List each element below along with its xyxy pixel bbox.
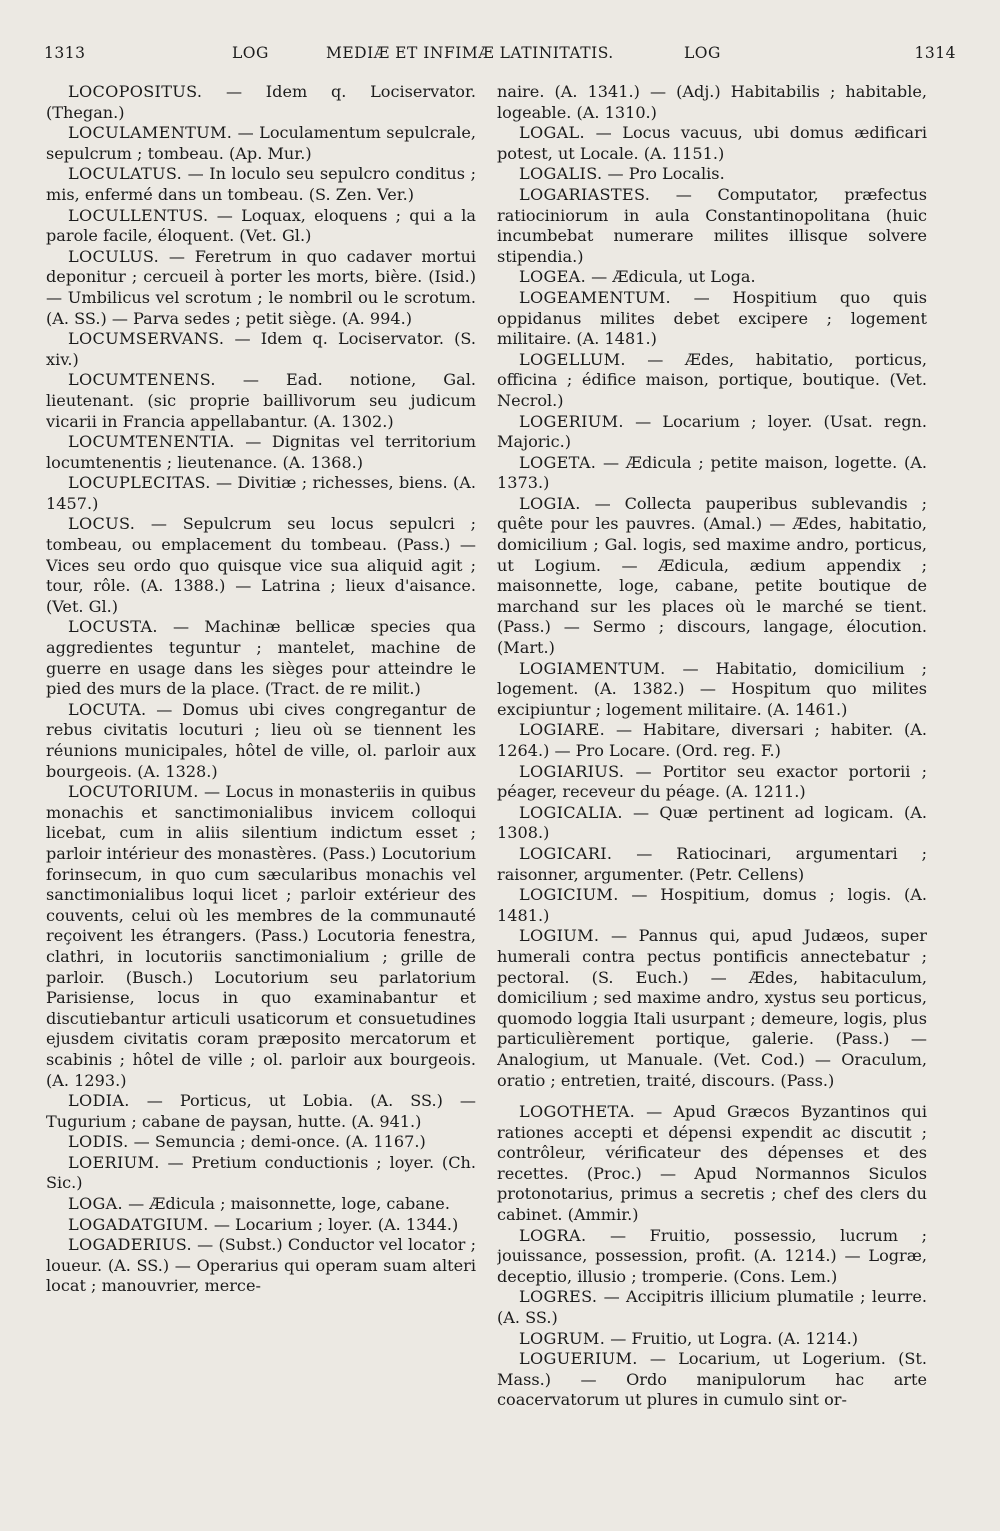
- entry-headword: LOCULLENTUS.: [68, 205, 209, 225]
- entry-definition: — Hospitium quo quis oppidanus milites debet excipere ; logement militaire. (A. 1481.): [497, 287, 927, 349]
- entry-definition: — Locarium ; loyer. (A. 1344.): [208, 1214, 459, 1234]
- entry-definition: — Loculamentum sepulcrale, sepulcrum ; tombeau. (Ap. Mur.): [46, 123, 476, 163]
- entry-headword: LOGICALIA.: [519, 802, 623, 822]
- dictionary-entry: [46, 1153, 476, 1194]
- entry-headword: LOGAL.: [519, 123, 585, 143]
- entry-definition: — (Subst.) Conductor vel locator ; loueur. (A. SS.) — Operarius qui operam suam alteri locat ; manouvrier, merce-: [46, 1235, 476, 1296]
- left-column: [46, 82, 476, 1522]
- dictionary-entry: [46, 432, 476, 473]
- entry-headword: LOGIAMENTUM.: [519, 658, 666, 678]
- entry-definition: — Locus in monasteriis in quibus monachis et sanctimonialibus invicem colloqui licebat, cum in aliis silentium indictum esset ; parloir intérieur des monastères. (Pass.) Locutorium forinsecum, in quo cum sæcularibus monachis vel sanctimonialibus loqui licet ; parloir extérieur des couvents, celui où les membres de la communauté reçoivent les étrangers. (Pass.) Locutoria fenestra, clathri, in locutoriis sanctimonialium ; grille de parloir. (Busch.) Locutorium seu parlatorium Parisiense, locus in quo examinabantur et discutiebantur articuli usaticorum et consuetudines ejusdem civitatis coram præposito mercatorum et scabinis ; hôtel de ville ; ol. parloir aux bourgeois. (A. 1293.): [46, 782, 476, 1090]
- dictionary-entry: [497, 123, 927, 164]
- dictionary-entry: [497, 1329, 927, 1350]
- entry-definition: — Porticus, ut Lobia. (A. SS.) — Tugurium ; cabane de paysan, hutte. (A. 941.): [46, 1091, 476, 1131]
- entry-definition: — Habitare, diversari ; habiter. (A. 1264.) — Pro Locare. (Ord. reg. F.): [497, 720, 927, 760]
- entry-headword: LOGALIS.: [519, 164, 603, 184]
- guide-word-left: LOG: [232, 44, 269, 62]
- entry-definition: — Locus vacuus, ubi domus ædificari potest, ut Locale. (A. 1151.): [497, 123, 927, 163]
- entry-headword: LOCOPOSITUS.: [68, 82, 203, 101]
- guide-word-right: LOG: [684, 44, 721, 62]
- entry-definition: — Semuncia ; demi-once. (A. 1167.): [128, 1132, 426, 1152]
- entry-headword: LOCULUS.: [68, 246, 160, 266]
- entry-headword: LOGICARI.: [519, 843, 613, 863]
- entry-definition: — Loquax, eloquens ; qui a la parole facile, éloquent. (Vet. Gl.): [46, 205, 476, 246]
- entry-headword: LOGIUM.: [519, 926, 600, 946]
- dictionary-entry: [46, 473, 476, 514]
- entry-definition: — Feretrum in quo cadaver mortui deponitur ; cercueil à porter les morts, bière. (Isid.) — Umbilicus vel scrotum ; le nombril ou le scrotum. (A. SS.) — Parva sedes ; petit siège. (A. 994.): [46, 246, 476, 328]
- dictionary-entry: [46, 123, 476, 164]
- entry-definition: — Ædes, habitatio, porticus, officina ; édifice maison, portique, boutique. (Vet. Necrol.): [497, 349, 927, 410]
- entry-definition: — Fruitio, possessio, lucrum ; jouissance, possession, profit. (A. 1214.) — Logræ, deceptio, illusio ; tromperie. (Cons. Lem.): [497, 1225, 927, 1286]
- dictionary-entry: [46, 329, 476, 370]
- entry-headword: LOERIUM.: [68, 1152, 160, 1172]
- dictionary-entry: [497, 288, 927, 350]
- entry-definition: — Accipitris illicium plumatile ; leurre. (A. SS.): [497, 1287, 927, 1328]
- dictionary-entry: [46, 206, 476, 247]
- entry-headword: LOCUMTENENTIA.: [68, 432, 235, 452]
- entry-headword: LOGIARIUS.: [519, 761, 625, 781]
- dictionary-entry: [497, 803, 927, 844]
- entry-definition: — Locarium, ut Logerium. (St. Mass.) — Ordo manipulorum hac arte coacervatorum ut plures in cumulo sint or-: [497, 1349, 927, 1410]
- entry-headword: LOGEA.: [519, 267, 587, 287]
- dictionary-entry: [497, 1102, 927, 1226]
- right-column: [497, 82, 927, 1522]
- entry-headword: LOGERIUM.: [519, 411, 624, 431]
- entry-headword: LODIS.: [68, 1132, 129, 1152]
- running-title: MEDIÆ ET INFIMÆ LATINITATIS.: [326, 44, 614, 62]
- page-number-right: 1314: [914, 44, 956, 62]
- entry-definition: — Sepulcrum seu locus sepulcri ; tombeau, ou emplacement du tombeau. (Pass.) — Vices seu ordo quo quisque vice sua aliquid agit ; tour, rôle. (A. 1388.) — Latrina ; lieux d'aisance. (Vet. Gl.): [46, 514, 476, 616]
- entry-headword: LOGARIASTES.: [519, 184, 651, 204]
- entry-headword: LOGIA.: [519, 493, 581, 513]
- entry-headword: LOGA.: [68, 1194, 123, 1214]
- dictionary-entry: [46, 1091, 476, 1132]
- entry-definition: — Ædicula ; petite maison, logette. (A. 1373.): [497, 452, 927, 493]
- entry-headword: LOCUSTA.: [68, 617, 158, 637]
- entry-definition: — Idem q. Lociservator. (Thegan.): [46, 82, 476, 122]
- entry-definition: — Machinæ bellicæ species qua aggredientes teguntur ; mantelet, machine de guerre en usage dans les sièges pour atteindre le pied des murs de la place. (Tract. de re milit.): [46, 617, 476, 699]
- entry-headword: LOCUMTENENS.: [68, 370, 216, 390]
- dictionary-entry: [497, 1226, 927, 1288]
- entry-headword: LOGETA.: [519, 452, 597, 472]
- entry-definition: — Divitiæ ; richesses, biens. (A. 1457.): [46, 473, 476, 513]
- dictionary-entry: [497, 720, 927, 761]
- entry-definition: — Pro Localis.: [602, 164, 725, 184]
- entry-headword: LOGEAMENTUM.: [519, 287, 671, 307]
- dictionary-entry: [497, 885, 927, 926]
- entry-definition: — Ædicula ; maisonnette, loge, cabane.: [122, 1194, 450, 1214]
- entry-headword: LOCUPLECITAS.: [68, 473, 211, 493]
- running-header: [44, 44, 956, 74]
- entry-headword: LOCUMSERVANS.: [68, 329, 225, 349]
- entry-definition: — Apud Græcos Byzantinos qui rationes accepti et dépensi expendit ac discutit ; contrôleur, vérificateur des dépenses et des recettes. (Proc.) — Apud Normannos Siculos protonotarius, primus a secretis ; chef des clers du cabinet. (Ammir.): [497, 1102, 927, 1225]
- dictionary-entry: [46, 617, 476, 699]
- entry-headword: LOGRA.: [519, 1225, 587, 1245]
- entry-definition: — Idem q. Lociservator. (S. xiv.): [46, 329, 476, 369]
- entry-headword: LOGIARE.: [519, 720, 606, 740]
- entry-definition: — Dignitas vel territorium locumtenentis ; lieutenance. (A. 1368.): [46, 432, 476, 472]
- dictionary-entry: [46, 370, 476, 432]
- entry-definition: — Quæ pertinent ad logicam. (A. 1308.): [497, 802, 927, 843]
- dictionary-entry: [497, 453, 927, 494]
- dictionary-entry: [497, 926, 927, 1091]
- entry-definition: — Hospitium, domus ; logis. (A. 1481.): [497, 885, 927, 925]
- entry-headword: LOCUTA.: [68, 699, 147, 719]
- dictionary-entry: [46, 1132, 476, 1153]
- dictionary-entry: [497, 82, 927, 123]
- entry-headword: LOGADERIUS.: [68, 1235, 192, 1255]
- entry-definition: — Domus ubi cives congregantur de rebus civitatis locuturi ; lieu où se tiennent les réunions municipales, hôtel de ville, ol. parloir aux bourgeois. (A. 1328.): [46, 699, 476, 781]
- entry-definition: — Portitor seu exactor portorii ; péager, receveur du péage. (A. 1211.): [497, 761, 927, 802]
- entry-headword: LOGUERIUM.: [519, 1349, 638, 1369]
- entry-definition: — Ratiocinari, argumentari ; raisonner, argumenter. (Petr. Cellens): [497, 843, 927, 884]
- dictionary-entry: [497, 185, 927, 267]
- dictionary-entry: [497, 1349, 927, 1411]
- entry-definition: — Locarium ; loyer. (Usat. regn. Majoric.): [497, 411, 927, 452]
- entry-definition: naire. (A. 1341.) — (Adj.) Habitabilis ; habitable, logeable. (A. 1310.): [497, 82, 927, 122]
- dictionary-entry: [46, 782, 476, 1091]
- entry-headword: LOCUTORIUM.: [68, 782, 199, 802]
- dictionary-entry: [497, 267, 927, 288]
- dictionary-entry: [46, 1194, 476, 1215]
- entry-definition: — Pannus qui, apud Judæos, super humerali contra pectus pontificis annectebatur ; pectoral. (S. Euch.) — Ædes, habitaculum, domicilium ; sed maxime andro, xystus seu porticus, quomodo loggia Itali usurpant ; demeure, logis, plus particulièrement portique, galerie. (Pass.) — Analogium, ut Manuale. (Vet. Cod.) — Oraculum, oratio ; entretien, traité, discours. (Pass.): [497, 926, 927, 1090]
- dictionary-entry: [497, 1287, 927, 1328]
- entry-definition: — Ædicula, ut Loga.: [586, 267, 756, 287]
- dictionary-entry: [46, 514, 476, 617]
- entry-headword: LOCULATUS.: [68, 164, 183, 184]
- dictionary-entry: [497, 494, 927, 659]
- entry-definition: — Ead. notione, Gal. lieutenant. (sic proprie baillivorum seu judicum vicarii in Francia appellabantur. (A. 1302.): [46, 370, 476, 431]
- dictionary-entry: [497, 659, 927, 721]
- dictionary-entry: [497, 350, 927, 412]
- dictionary-entry: [46, 82, 476, 123]
- entry-headword: LOGRUM.: [519, 1328, 606, 1348]
- dictionary-entry: [46, 164, 476, 205]
- entry-definition: — Computator, præfectus ratiociniorum in aula Constantinopolitana (huic incumbebat numerare milites illisque solvere stipendia.): [497, 184, 927, 266]
- dictionary-entry: [46, 1235, 476, 1297]
- entry-headword: LOCULAMENTUM.: [68, 123, 233, 143]
- entry-definition: — Habitatio, domicilium ; logement. (A. 1382.) — Hospitum quo milites excipiuntur ; logement militaire. (A. 1461.): [497, 658, 927, 719]
- entry-definition: — Fruitio, ut Logra. (A. 1214.): [605, 1328, 858, 1348]
- entry-headword: LODIA.: [68, 1091, 130, 1111]
- dictionary-entry: [497, 844, 927, 885]
- dictionary-entry: [46, 700, 476, 782]
- entry-definition: — Collecta pauperibus sublevandis ; quête pour les pauvres. (Amal.) — Ædes, habitatio, domicilium ; Gal. logis, sed maxime andro, porticus, ut Logium. — Ædicula, ædium appendix ; maisonnette, loge, cabane, petite boutique de marchand sur les places où le marché se tient. (Pass.) — Sermo ; discours, langage, élocution. (Mart.): [497, 493, 927, 658]
- dictionary-entry: [497, 412, 927, 453]
- dictionary-entry: [497, 762, 927, 803]
- dictionary-entry: [46, 1215, 476, 1236]
- entry-headword: LOGOTHETA.: [519, 1102, 636, 1122]
- entry-headword: LOGRES.: [519, 1287, 598, 1307]
- entry-definition: — Pretium conductionis ; loyer. (Ch. Sic.): [46, 1152, 476, 1193]
- page-number-left: 1313: [44, 44, 86, 62]
- entry-headword: LOGICIUM.: [519, 885, 619, 905]
- entry-headword: LOGADATGIUM.: [68, 1214, 209, 1234]
- dictionary-entry: [497, 164, 927, 185]
- entry-definition: — In loculo seu sepulcro conditus ; mis, enfermé dans un tombeau. (S. Zen. Ver.): [46, 164, 476, 204]
- entry-headword: LOCUS.: [68, 514, 136, 534]
- entry-headword: LOGELLUM.: [519, 349, 626, 369]
- dictionary-entry: [46, 247, 476, 329]
